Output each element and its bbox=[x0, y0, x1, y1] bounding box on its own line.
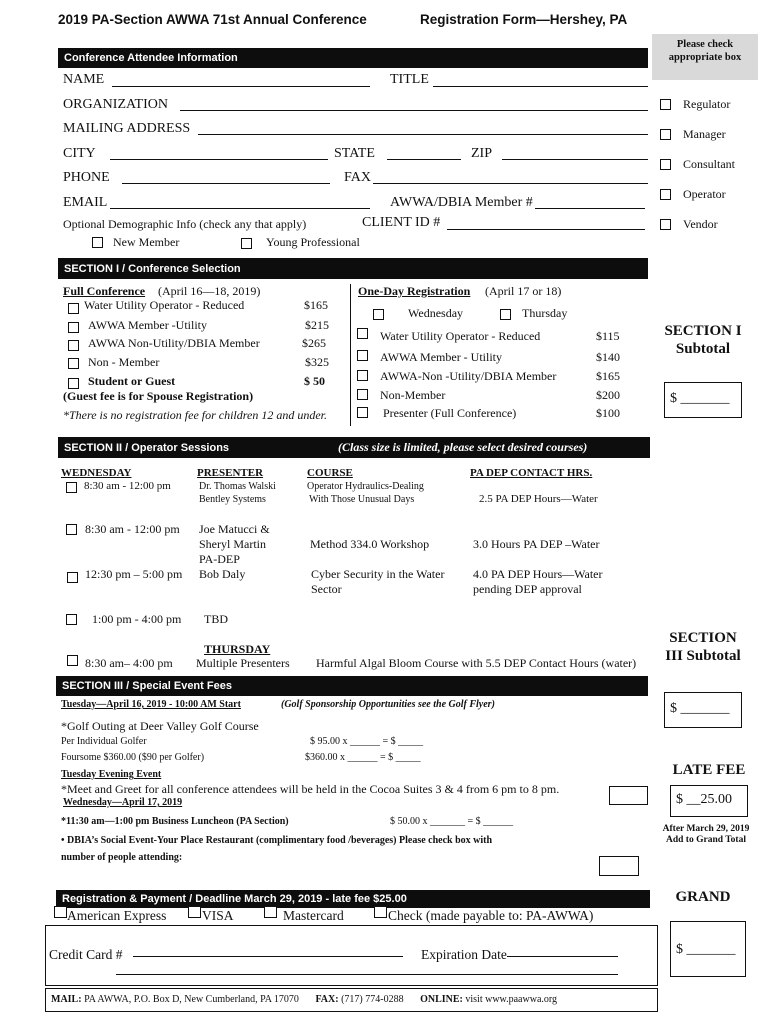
one-day-item-price: $100 bbox=[596, 406, 620, 420]
expiration-label: Expiration Date bbox=[421, 947, 507, 962]
client-id-label: CLIENT ID # bbox=[362, 215, 441, 230]
session-2-hours: 3.0 Hours PA DEP –Water bbox=[473, 537, 600, 551]
col-course: COURSE bbox=[307, 467, 353, 479]
form-title: Registration Form—Hershey, PA bbox=[420, 12, 628, 27]
one-day-item-label: Water Utility Operator - Reduced bbox=[380, 329, 541, 343]
check-note: Please check appropriate box bbox=[668, 39, 742, 63]
footer-contact bbox=[51, 994, 557, 1005]
visa-checkbox[interactable] bbox=[188, 906, 201, 918]
credit-card-field[interactable] bbox=[133, 956, 403, 957]
vendor-checkbox[interactable] bbox=[660, 219, 671, 230]
session-4-presenter: TBD bbox=[204, 612, 228, 626]
session-5-checkbox[interactable] bbox=[67, 655, 78, 666]
social-event-text-2: number of people attending: bbox=[61, 852, 183, 863]
new-member-checkbox[interactable] bbox=[92, 237, 103, 248]
mailing-address-field[interactable] bbox=[198, 134, 648, 135]
email-field[interactable] bbox=[110, 208, 370, 209]
one-day-wednesday-checkbox[interactable] bbox=[373, 309, 384, 320]
full-member-utility-checkbox[interactable] bbox=[68, 322, 79, 333]
manager-checkbox[interactable] bbox=[660, 129, 671, 140]
full-item-price: $265 bbox=[302, 336, 326, 350]
full-item-label: Student or Guest bbox=[88, 374, 176, 388]
session-3-course-2: Sector bbox=[311, 582, 342, 596]
check-label: Check (made payable to: PA-AWWA) bbox=[388, 908, 594, 923]
regulator-checkbox[interactable] bbox=[660, 99, 671, 110]
section-2-title: SECTION II / Operator Sessions bbox=[64, 441, 230, 454]
session-2-course: Method 334.0 Workshop bbox=[310, 537, 430, 551]
grand-total-label: GRAND bbox=[675, 889, 731, 905]
session-3-presenter: Bob Daly bbox=[199, 567, 246, 581]
payment-bar: Registration & Payment / Deadline March 29, 2019 - late fee $25.00 bbox=[56, 890, 650, 908]
amex-label: American Express bbox=[67, 908, 167, 923]
one-day-thursday-label: Thursday bbox=[522, 306, 568, 320]
children-note: *There is no registration fee for children 12 and under. bbox=[63, 408, 327, 422]
col-thursday: THURSDAY bbox=[204, 642, 271, 656]
phone-label: PHONE bbox=[63, 170, 110, 185]
session-3-checkbox[interactable] bbox=[67, 572, 78, 583]
golf-title: *Golf Outing at Deer Valley Golf Course bbox=[61, 719, 259, 733]
luncheon-text: *11:30 am—1:00 pm Business Luncheon (PA Section) bbox=[61, 816, 289, 827]
luncheon-calc[interactable]: $ 50.00 x _______ = $ ______ bbox=[390, 816, 514, 827]
section-2-note: (Class size is limited, please select desired courses) bbox=[338, 440, 588, 454]
session-5-course: Harmful Algal Bloom Course with 5.5 DEP Contact Hours (water) bbox=[316, 656, 637, 670]
session-3-time: 12:30 pm – 5:00 pm bbox=[85, 567, 183, 581]
session-2-presenter: Joe Matucci & bbox=[199, 522, 270, 536]
col-presenter: PRESENTER bbox=[197, 467, 264, 479]
full-item-label: Non - Member bbox=[88, 355, 160, 369]
session-2-time: 8:30 am - 12:00 pm bbox=[85, 522, 180, 536]
mailing-address-label: MAILING ADDRESS bbox=[63, 121, 191, 136]
session-1-presenter-org: Bentley Systems bbox=[199, 494, 266, 505]
session-1-course: Operator Hydraulics-Dealing bbox=[307, 481, 424, 492]
city-label: CITY bbox=[63, 146, 96, 161]
young-professional-label: Young Professional bbox=[266, 235, 360, 249]
guest-note: (Guest fee is for Spouse Registration) bbox=[63, 389, 254, 403]
session-5-time: 8:30 am– 4:00 pm bbox=[85, 656, 173, 670]
vendor-label: Vendor bbox=[683, 217, 718, 231]
visa-label: VISA bbox=[202, 908, 234, 923]
session-3-course: Cyber Security in the Water bbox=[311, 567, 445, 581]
footer-online-label: ONLINE: bbox=[420, 994, 463, 1005]
full-non-utility-checkbox[interactable] bbox=[68, 340, 79, 351]
new-member-label: New Member bbox=[113, 235, 180, 249]
one-day-item-label: AWWA-Non -Utility/DBIA Member bbox=[380, 369, 557, 383]
section-1-subtotal-value: $ _______ bbox=[670, 391, 730, 406]
zip-field[interactable] bbox=[502, 159, 648, 160]
one-day-item-label: Presenter (Full Conference) bbox=[383, 406, 517, 420]
tuesday-event-title: Tuesday Evening Event bbox=[61, 769, 162, 780]
young-professional-checkbox[interactable] bbox=[241, 238, 252, 249]
session-4-checkbox[interactable] bbox=[66, 614, 77, 625]
golf-note: (Golf Sponsorship Opportunities see the Golf Flyer) bbox=[281, 699, 495, 710]
operator-label: Operator bbox=[683, 187, 726, 201]
wednesday-date: Wednesday—April 17, 2019 bbox=[63, 797, 183, 808]
one-day-member-utility-checkbox[interactable] bbox=[357, 350, 368, 361]
manager-label: Manager bbox=[683, 127, 726, 141]
operator-checkbox[interactable] bbox=[660, 189, 671, 200]
footer-online: visit www.paawwa.org bbox=[465, 994, 558, 1005]
card-extra-line[interactable] bbox=[116, 974, 618, 975]
session-1-hours: 2.5 PA DEP Hours—Water bbox=[479, 493, 598, 505]
one-day-item-label: Non-Member bbox=[380, 388, 446, 402]
demographic-label: Optional Demographic Info (check any that apply) bbox=[63, 217, 307, 231]
consultant-checkbox[interactable] bbox=[660, 159, 671, 170]
full-operator-checkbox[interactable] bbox=[68, 303, 79, 314]
late-fee-value: $ __25.00 bbox=[676, 792, 732, 807]
conference-title: 2019 PA-Section AWWA 71st Annual Conference bbox=[58, 12, 367, 27]
section-1-bar: SECTION I / Conference Selection bbox=[58, 258, 648, 279]
full-conference-title: Full Conference bbox=[63, 284, 146, 298]
session-1-presenter: Dr. Thomas Walski bbox=[199, 481, 276, 492]
full-item-label: Water Utility Operator - Reduced bbox=[84, 298, 245, 312]
one-day-operator-checkbox[interactable] bbox=[357, 328, 368, 339]
meet-greet-text: *Meet and Greet for all conference attendees will be held in the Cocoa Suites 3 & 4 from 6 pm to 8 pm. bbox=[61, 782, 560, 796]
title-field[interactable] bbox=[433, 86, 648, 87]
section-3-bar: SECTION III / Special Event Fees bbox=[56, 676, 648, 696]
attendee-section-bar: Conference Attendee Information bbox=[58, 48, 648, 68]
one-day-item-price: $200 bbox=[596, 388, 620, 402]
foursome-calc[interactable]: $360.00 x ______ = $ _____ bbox=[305, 752, 421, 763]
grand-total-box[interactable] bbox=[670, 921, 746, 977]
full-item-label: AWWA Non-Utility/DBIA Member bbox=[88, 336, 260, 350]
zip-label: ZIP bbox=[471, 146, 492, 161]
consultant-label: Consultant bbox=[683, 157, 736, 171]
client-id-field[interactable] bbox=[447, 229, 645, 230]
organization-label: ORGANIZATION bbox=[63, 97, 168, 112]
section-1-divider bbox=[350, 284, 351, 426]
fax-field[interactable] bbox=[373, 183, 648, 184]
full-conference-dates: (April 16—18, 2019) bbox=[158, 284, 261, 298]
section-3-subtotal-box[interactable] bbox=[664, 692, 742, 728]
golfer-label: Per Individual Golfer bbox=[61, 736, 147, 747]
state-field[interactable] bbox=[387, 159, 461, 160]
one-day-non-utility-checkbox[interactable] bbox=[357, 370, 368, 381]
footer-mail: PA AWWA, P.O. Box D, New Cumberland, PA 17070 bbox=[84, 994, 299, 1005]
title-label: TITLE bbox=[390, 72, 429, 87]
full-item-price: $215 bbox=[305, 318, 329, 332]
one-day-title: One-Day Registration bbox=[358, 284, 471, 298]
session-3-hours: 4.0 PA DEP Hours—Water bbox=[473, 567, 603, 581]
one-day-wednesday-label: Wednesday bbox=[408, 306, 464, 320]
state-label: STATE bbox=[334, 146, 375, 161]
section-3-subtotal-label: SECTION III Subtotal bbox=[665, 630, 741, 664]
one-day-item-label: AWWA Member - Utility bbox=[380, 350, 503, 364]
email-label: EMAIL bbox=[63, 195, 108, 210]
mastercard-label: Mastercard bbox=[283, 908, 344, 923]
one-day-item-price: $115 bbox=[596, 329, 620, 343]
organization-field[interactable] bbox=[180, 110, 648, 111]
footer-fax: (717) 774-0288 bbox=[341, 994, 404, 1005]
session-2-checkbox[interactable] bbox=[66, 524, 77, 535]
social-event-text: • DBIA’s Social Event-Your Place Restaurant (complimentary food /beverages) Please check box with bbox=[61, 835, 493, 846]
one-day-dates: (April 17 or 18) bbox=[485, 284, 562, 298]
grand-total-value: $ _______ bbox=[676, 942, 736, 957]
session-2-presenter-2: Sheryl Martin bbox=[199, 537, 266, 551]
credit-card-label: Credit Card # bbox=[49, 947, 123, 962]
one-day-presenter-checkbox[interactable] bbox=[357, 407, 368, 418]
section-1-subtotal-box[interactable] bbox=[664, 382, 742, 418]
session-1-checkbox[interactable] bbox=[66, 482, 77, 493]
session-5-presenter: Multiple Presenters bbox=[196, 656, 290, 670]
meet-greet-box[interactable] bbox=[609, 786, 648, 805]
regulator-label: Regulator bbox=[683, 97, 731, 111]
col-wednesday: WEDNESDAY bbox=[61, 467, 132, 479]
footer-fax-label: FAX: bbox=[315, 994, 339, 1005]
name-field[interactable] bbox=[112, 86, 370, 87]
phone-field[interactable] bbox=[122, 183, 330, 184]
member-number-label: AWWA/DBIA Member # bbox=[390, 195, 533, 210]
section-3-subtotal-value: $ _______ bbox=[670, 701, 730, 716]
footer-mail-label: MAIL: bbox=[51, 994, 82, 1005]
late-fee-label: LATE FEE bbox=[672, 762, 746, 778]
section-1-subtotal-label: SECTION I Subtotal bbox=[664, 323, 742, 357]
check-checkbox[interactable] bbox=[374, 906, 387, 918]
full-non-member-checkbox[interactable] bbox=[68, 358, 79, 369]
session-1-course-2: With Those Unusual Days bbox=[309, 494, 415, 505]
session-1-time: 8:30 am - 12:00 pm bbox=[84, 480, 171, 492]
one-day-thursday-checkbox[interactable] bbox=[500, 309, 511, 320]
session-2-presenter-org: PA-DEP bbox=[199, 552, 240, 566]
mastercard-checkbox[interactable] bbox=[264, 906, 277, 918]
full-item-label: AWWA Member -Utility bbox=[88, 318, 208, 332]
section-2-bar bbox=[58, 437, 650, 458]
full-item-price: $325 bbox=[305, 355, 329, 369]
amex-checkbox[interactable] bbox=[54, 906, 67, 918]
full-item-price: $ 50 bbox=[304, 374, 325, 388]
golfer-calc[interactable]: $ 95.00 x ______ = $ _____ bbox=[310, 736, 424, 747]
fax-label: FAX bbox=[344, 170, 371, 185]
member-number-field[interactable] bbox=[535, 208, 645, 209]
col-contact-hours: PA DEP CONTACT HRS. bbox=[470, 467, 593, 479]
city-field[interactable] bbox=[110, 159, 328, 160]
foursome-label: Foursome $360.00 ($90 per Golfer) bbox=[61, 752, 205, 763]
late-fee-note: After March 29, 2019 Add to Grand Total bbox=[662, 824, 750, 845]
one-day-non-member-checkbox[interactable] bbox=[357, 389, 368, 400]
session-3-hours-note: pending DEP approval bbox=[473, 582, 582, 596]
full-student-checkbox[interactable] bbox=[68, 378, 79, 389]
late-fee-box bbox=[670, 785, 748, 817]
one-day-item-price: $140 bbox=[596, 350, 620, 364]
session-4-time: 1:00 pm - 4:00 pm bbox=[92, 612, 182, 626]
full-item-price: $165 bbox=[304, 298, 328, 312]
one-day-item-price: $165 bbox=[596, 369, 620, 383]
expiration-field[interactable] bbox=[507, 956, 618, 957]
social-event-count-box[interactable] bbox=[599, 856, 639, 876]
golf-date: Tuesday—April 16, 2019 - 10:00 AM Start bbox=[61, 699, 241, 710]
name-label: NAME bbox=[63, 72, 105, 87]
